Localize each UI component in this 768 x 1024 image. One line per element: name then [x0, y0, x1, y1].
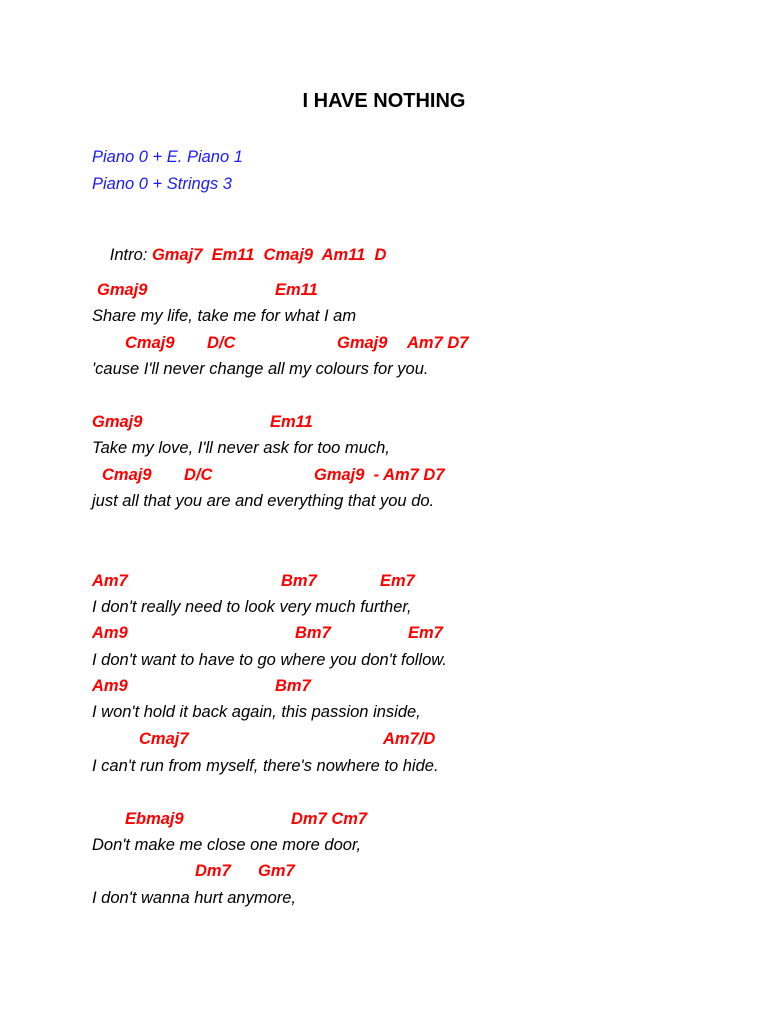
chord-line	[92, 466, 692, 488]
lyric-line: Don't make me close one more door,	[92, 836, 362, 854]
chord: Gmaj9	[337, 334, 388, 352]
lyric-line: I don't really need to look very much further,	[92, 598, 412, 616]
chord: Bm7	[275, 677, 311, 695]
lyric-line: just all that you are and everything that you do.	[92, 492, 435, 510]
chord: Am9	[92, 677, 128, 695]
chord: Am7/D	[383, 730, 436, 748]
chord: Cmaj9	[102, 466, 152, 484]
instrument-line-2: Piano 0 + Strings 3	[92, 175, 232, 193]
chord: Cmaj7	[139, 730, 189, 748]
chord: Ebmaj9	[125, 810, 184, 828]
chord-line	[92, 281, 692, 303]
chord-line	[92, 413, 692, 435]
chord: Em11	[270, 413, 313, 431]
lyric-line: Share my life, take me for what I am	[92, 307, 357, 325]
lyric-line: I don't wanna hurt anymore,	[92, 889, 297, 907]
lyric-line: Take my love, I'll never ask for too much,	[92, 439, 390, 457]
chord: Dm7 Cm7	[291, 810, 368, 828]
chord-line	[92, 572, 692, 594]
intro-label: Intro:	[109, 246, 152, 264]
lyric-line: I can't run from myself, there's nowhere to hide.	[92, 757, 439, 775]
chord: D/C	[207, 334, 236, 352]
chord-line	[92, 624, 692, 646]
chord: Em7	[408, 624, 443, 642]
chord-line	[92, 810, 692, 832]
lyric-line: I won't hold it back again, this passion inside,	[92, 703, 421, 721]
chord: Gmaj9 - Am7 D7	[314, 466, 445, 484]
chord: Gmaj9	[97, 281, 148, 299]
chord: Gmaj9	[92, 413, 143, 431]
chord: Em11	[275, 281, 318, 299]
chord: Am7 D7	[407, 334, 469, 352]
chord-line	[92, 862, 692, 884]
intro-line	[92, 228, 387, 264]
instrument-line-1: Piano 0 + E. Piano 1	[92, 148, 243, 166]
chord-line	[92, 730, 692, 752]
chord: Am7	[92, 572, 128, 590]
chord: Cmaj9	[125, 334, 175, 352]
chord-line	[92, 677, 692, 699]
chord: Gm7	[258, 862, 295, 880]
chord: Bm7	[295, 624, 331, 642]
chord: Dm7	[195, 862, 231, 880]
chord: D/C	[184, 466, 213, 484]
lyric-line: 'cause I'll never change all my colours for you.	[92, 360, 429, 378]
intro-chords: Gmaj7 Em11 Cmaj9 Am11 D	[151, 246, 387, 264]
chord: Em7	[380, 572, 415, 590]
lyric-line: I don't want to have to go where you don't follow.	[92, 651, 447, 669]
chord-line	[92, 334, 692, 356]
chord: Bm7	[281, 572, 317, 590]
song-title: I HAVE NOTHING	[302, 90, 466, 112]
chord: Am9	[92, 624, 128, 642]
